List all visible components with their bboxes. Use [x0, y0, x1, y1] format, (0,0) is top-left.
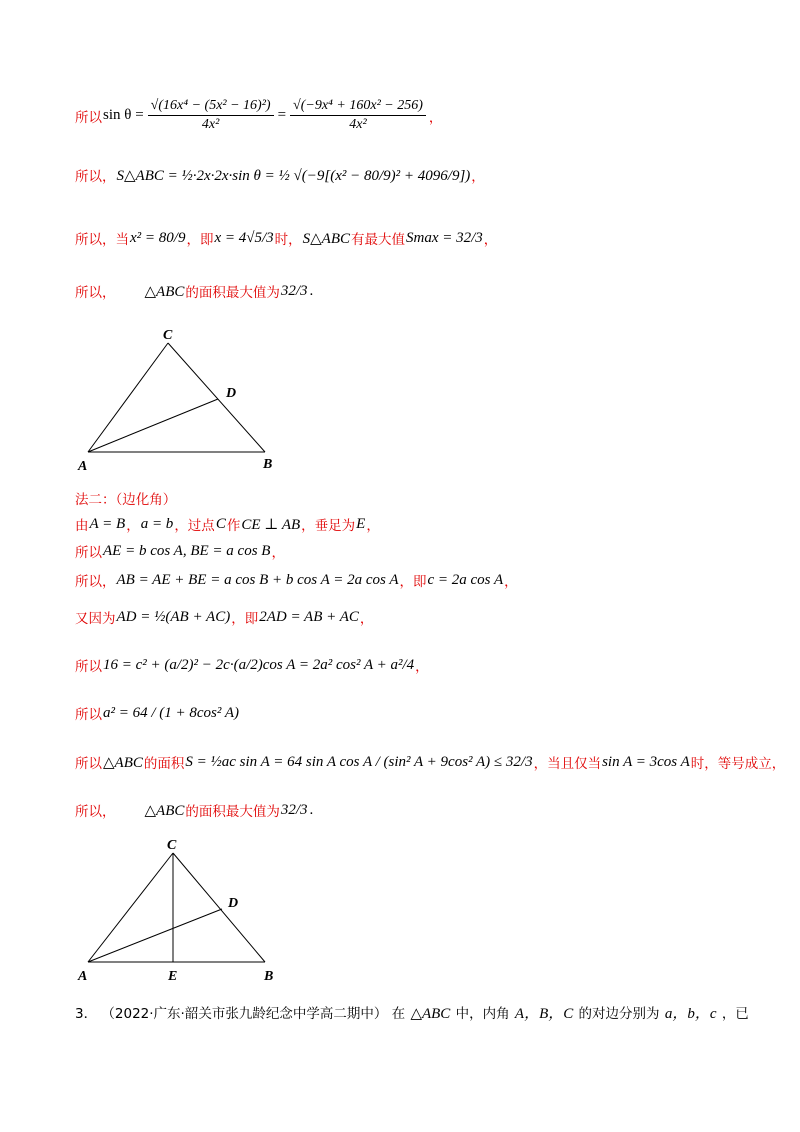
line1-denominator-2: 4x² — [349, 117, 367, 133]
solution-line-1 — [75, 98, 442, 133]
l8-expr-2: 32/3 — [280, 801, 308, 818]
l7-text-d: 时，等号成立， — [690, 756, 786, 772]
l1-text-b: ， — [126, 518, 140, 534]
question-text-a: 在 — [391, 1006, 406, 1022]
label-d: D — [228, 896, 239, 911]
line2-prefix: 所以， — [75, 169, 116, 185]
question-3 — [75, 1002, 749, 1023]
l3-expr-1: AB = AE + BE = a cos B + b cos A = 2a cos A — [116, 571, 399, 588]
triangle-figure-2 — [70, 835, 300, 985]
method-two-heading: 法二：（边化角） — [75, 492, 177, 508]
line1-suffix: ， — [428, 109, 443, 126]
l1-expr-2: a = b — [140, 515, 174, 532]
label-e: E — [168, 969, 178, 984]
l6-expr-1: a² = 64 / (1 + 8cos² A) — [103, 704, 240, 721]
line1-lhs: sin θ = — [103, 107, 144, 124]
label-a: A — [78, 969, 88, 984]
label-c: C — [163, 328, 173, 343]
l7-expr-1: △ABC — [103, 754, 143, 771]
solution-line-4 — [75, 281, 314, 301]
label-c: C — [167, 838, 177, 853]
line1-numerator: √(16x⁴ − (5x² − 16)²) — [148, 98, 274, 116]
line4-text-a: 所以， — [75, 285, 116, 301]
l1-text-c: ，过点 — [174, 518, 215, 534]
method-two-heading-line — [75, 488, 176, 508]
l7-text-b: 的面积 — [143, 756, 185, 772]
label-d: D — [226, 386, 237, 401]
l2-text-b: ， — [271, 545, 285, 561]
line3-suffix: ， — [483, 232, 498, 248]
question-text-d: ，已 — [721, 1006, 749, 1022]
l7-text-c: ，当且仅当 — [533, 756, 602, 772]
line3-text-d: 有最大值 — [351, 232, 406, 248]
method-two-line-2 — [75, 541, 285, 561]
label-b: B — [263, 457, 273, 472]
question-expr-b: A，B，C — [514, 1006, 574, 1022]
line3-expr-d: Smax = 32/3 — [406, 229, 483, 246]
l1-text-f: ， — [366, 518, 380, 534]
line3-text-b: ，即 — [186, 232, 214, 248]
method-two-line-4 — [75, 607, 373, 627]
l1-text-e: ，垂足为 — [301, 518, 356, 534]
question-text-b: 中，内角 — [455, 1006, 510, 1022]
line2-suffix: ， — [471, 169, 485, 185]
line4-expr-a: △ABC — [144, 283, 185, 300]
l1-text-a: 由 — [75, 518, 89, 534]
l8-text-b: 的面积最大值为 — [185, 804, 280, 820]
l3-text-a: 所以， — [75, 574, 116, 590]
l6-text-a: 所以 — [75, 707, 102, 723]
solution-line-2 — [75, 165, 485, 185]
method-two-line-3 — [75, 570, 518, 590]
question-number: 3． — [75, 1006, 98, 1022]
line1-fraction — [148, 98, 274, 133]
line4-expr-b: 32/3 — [280, 282, 308, 299]
line4-suffix: . — [309, 282, 314, 299]
l8-text-a: 所以， — [75, 804, 116, 820]
l3-text-c: ， — [504, 574, 518, 590]
line3-expr-b: x = 4√5/3 — [214, 229, 274, 246]
line4-text-b: 的面积最大值为 — [185, 285, 280, 301]
label-b: B — [264, 969, 274, 984]
line3-expr-a: x² = 80/9 — [130, 229, 186, 246]
l4-text-c: ， — [359, 611, 374, 627]
line3-expr-c: S△ABC — [302, 230, 351, 247]
l1-expr-1: A = B — [89, 515, 126, 532]
method-two-line-1 — [75, 514, 380, 534]
l5-text-b: ， — [415, 659, 429, 675]
equals-sign: = — [277, 107, 287, 124]
l7-expr-2: S = ½ac sin A = 64 sin A cos A / (sin² A + 9cos² A) ≤ 32/3 — [185, 753, 533, 770]
segment-cb — [173, 853, 265, 962]
line1-fraction-2 — [290, 98, 426, 133]
line1-numerator-2: √(−9x⁴ + 160x² − 256) — [290, 98, 426, 116]
line3-text-c: 时， — [274, 232, 302, 248]
question-source: （2022·广东·韶关市张九龄纪念中学高二期中） — [101, 1006, 388, 1022]
method-two-line-8 — [75, 800, 314, 820]
question-text-c: 的对边分别为 — [578, 1006, 660, 1022]
l1-expr-4: CE ⊥ AB — [241, 516, 301, 533]
l3-expr-2: c = 2a cos A — [427, 571, 504, 588]
line3-text-a: 所以，当 — [75, 232, 129, 248]
l4-text-b: ，即 — [231, 611, 259, 627]
solution-line-3 — [75, 228, 497, 248]
l2-expr-1: AE = b cos A, BE = a cos B — [103, 542, 271, 559]
l7-text-a: 所以 — [75, 756, 102, 772]
question-expr-c: a，b，c — [664, 1006, 717, 1022]
line1-prefix: 所以 — [75, 109, 102, 126]
l8-text-c: . — [309, 801, 314, 818]
l5-expr-1: 16 = c² + (a/2)² − 2c·(a/2)cos A = 2a² cos² A + a²/4 — [103, 656, 415, 673]
l1-text-d: 作 — [226, 518, 241, 534]
l3-text-b: ，即 — [399, 574, 427, 590]
line2-expression: S△ABC = ½·2x·2x·sin θ = ½ √(−9[(x² − 80/9)² + 4096/9]) — [116, 167, 471, 184]
method-two-line-7 — [75, 752, 785, 772]
label-a: A — [78, 459, 88, 474]
segment-cb — [168, 343, 265, 452]
question-expr-a: △ABC — [410, 1006, 451, 1022]
method-two-line-6 — [75, 703, 240, 723]
method-two-line-5 — [75, 655, 429, 675]
triangle-figure-1 — [70, 325, 300, 475]
l7-expr-3: sin A = 3cos A — [602, 753, 690, 770]
l8-expr-1: △ABC — [144, 802, 185, 819]
line1-denominator: 4x² — [201, 117, 220, 133]
l1-expr-3: C — [215, 515, 226, 532]
l2-text-a: 所以 — [75, 545, 102, 561]
l4-text-a: 又因为 — [75, 611, 116, 627]
l5-text-a: 所以 — [75, 659, 102, 675]
l4-expr-1: AD = ½(AB + AC) — [116, 608, 231, 625]
l1-expr-5: E — [356, 515, 366, 532]
l4-expr-2: 2AD = AB + AC — [259, 608, 359, 625]
